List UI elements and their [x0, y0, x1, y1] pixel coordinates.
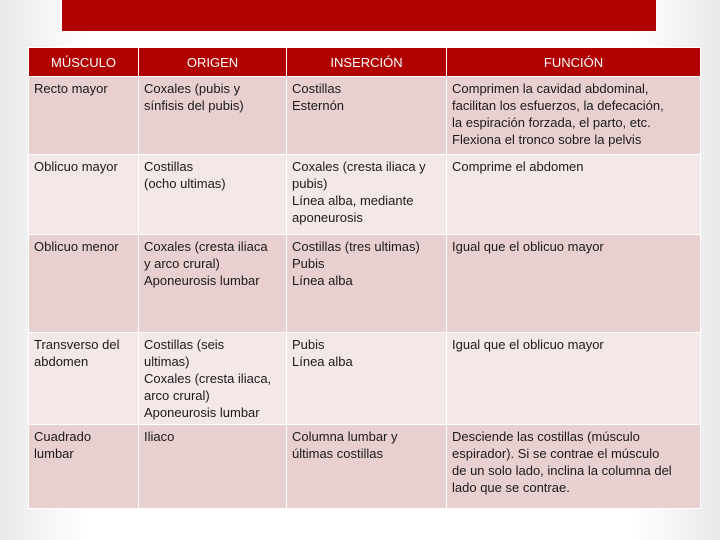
- cell-insercion: Costillas Esternón: [287, 77, 447, 155]
- cell-origen: Iliaco: [139, 425, 287, 509]
- cell-origen: Costillas (ocho ultimas): [139, 155, 287, 235]
- title-bar: [62, 0, 656, 31]
- cell-insercion: Columna lumbar y últimas costillas: [287, 425, 447, 509]
- cell-musculo: Cuadrado lumbar: [29, 425, 139, 509]
- cell-funcion: Desciende las costillas (músculo espirador). Si se contrae el músculo de un solo lado, inclina la columna del lado que se contrae.: [447, 425, 701, 509]
- header-insercion: INSERCIÓN: [287, 48, 447, 77]
- cell-insercion: Costillas (tres ultimas) Pubis Línea alba: [287, 235, 447, 333]
- cell-insercion: Coxales (cresta iliaca y pubis) Línea alba, mediante aponeurosis: [287, 155, 447, 235]
- table-row: [29, 333, 701, 425]
- table-row: [29, 155, 701, 235]
- cell-musculo: Transverso del abdomen: [29, 333, 139, 425]
- header-origen: ORIGEN: [139, 48, 287, 77]
- table-row: [29, 425, 701, 509]
- cell-musculo: Recto mayor: [29, 77, 139, 155]
- cell-funcion: Igual que el oblicuo mayor: [447, 333, 701, 425]
- cell-funcion: Comprime el abdomen: [447, 155, 701, 235]
- cell-funcion: Comprimen la cavidad abdominal, facilitan los esfuerzos, la defecación, la espiración forzada, el parto, etc. Flexiona el tronco sobre la pelvis: [447, 77, 701, 155]
- cell-origen: Coxales (pubis y sínfisis del pubis): [139, 77, 287, 155]
- cell-origen: Coxales (cresta iliaca y arco crural) Aponeurosis lumbar: [139, 235, 287, 333]
- cell-musculo: Oblicuo menor: [29, 235, 139, 333]
- table-row: [29, 77, 701, 155]
- muscle-table: [28, 47, 701, 509]
- cell-insercion: Pubis Línea alba: [287, 333, 447, 425]
- cell-funcion: Igual que el oblicuo mayor: [447, 235, 701, 333]
- header-funcion: FUNCIÓN: [447, 48, 701, 77]
- cell-musculo: Oblicuo mayor: [29, 155, 139, 235]
- cell-origen: Costillas (seis ultimas) Coxales (cresta iliaca, arco crural) Aponeurosis lumbar: [139, 333, 287, 425]
- header-musculo: MÚSCULO: [29, 48, 139, 77]
- table-row: [29, 235, 701, 333]
- table-header-row: [29, 48, 701, 77]
